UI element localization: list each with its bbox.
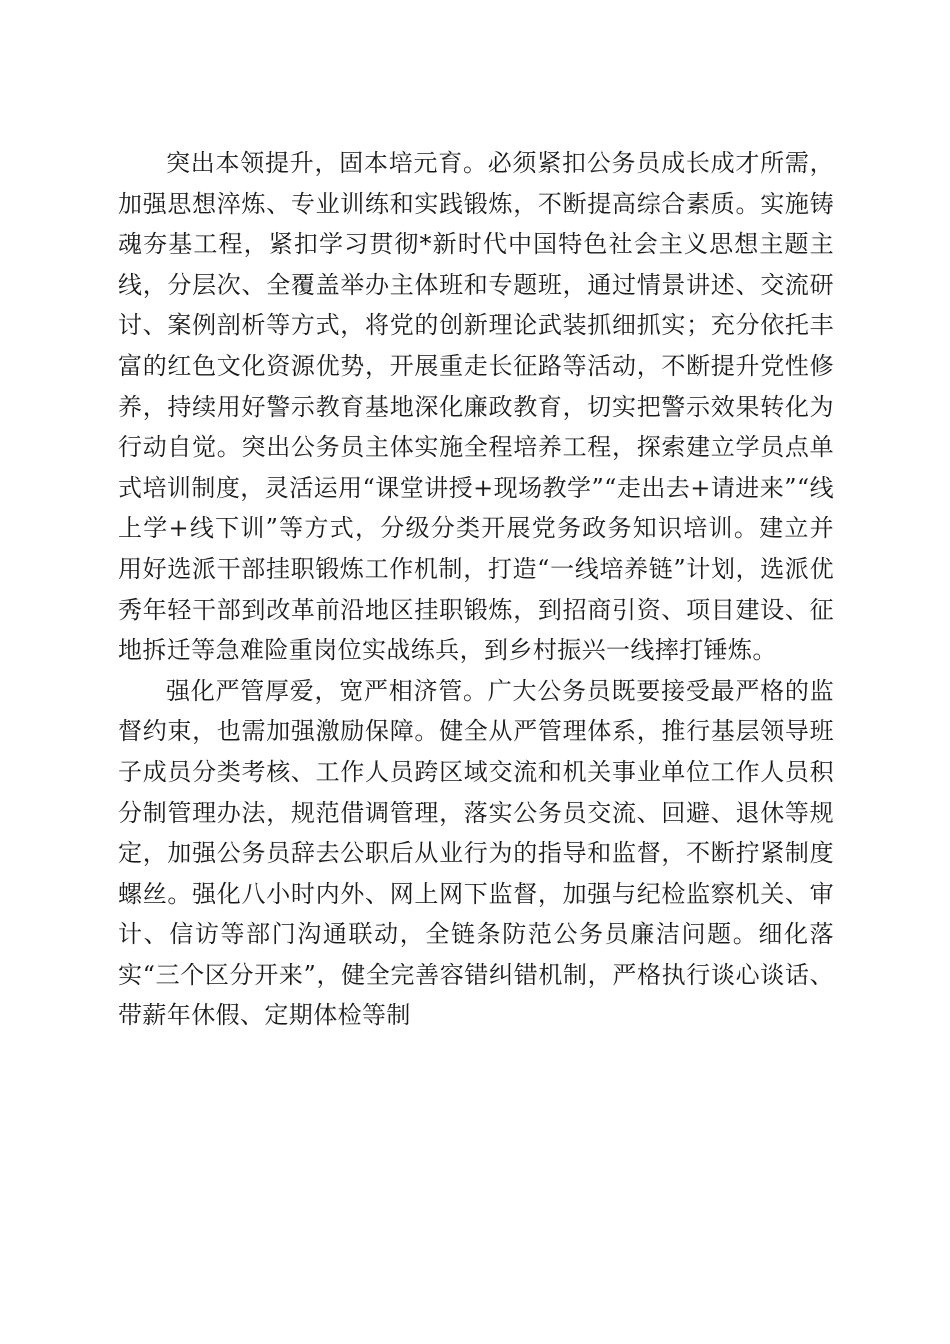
paragraph-strict-management: 强化严管厚爱，宽严相济管。广大公务员既要接受最严格的监督约束，也需加强激励保障。健全从严管理体系，推行基层领导班子成员分类考核、工作人员跨区域交流和机关事业单位工作人员积分制管理办法，规范借调管理，落实公务员交流、回避、退休等规定，加强公务员辞去公职后从业行为的指导和监督，不断拧紧制度螺丝。强化八小时内外、网上网下监督，加强与纪检监察机关、审计、信访等部门沟通联动，全链条防范公务员廉洁问题。细化落实“三个区分开来”，健全完善容错纠错机制，严格执行谈心谈话、带薪年休假、定期体检等制 xyxy=(118,676,834,1030)
paragraph-skill-improvement: 突出本领提升，固本培元育。必须紧扣公务员成长成才所需，加强思想淬炼、专业训练和实践锻炼，不断提高综合素质。实施铸魂夯基工程，紧扣学习贯彻*新时代中国特色社会主义思想主题主线，分层次、全覆盖举办主体班和专题班，通过情景讲述、交流研讨、案例剖析等方式，将党的创新理论武装抓细抓实；充分依托丰富的红色文化资源优势，开展重走长征路等活动，不断提升党性修养，持续用好警示教育基地深化廉政教育，切实把警示效果转化为行动自觉。突出公务员主体实施全程培养工程，探索建立学员点单式培训制度，灵活运用“课堂讲授+现场教学”“走出去+请进来”“线上学+线下训”等方式，分级分类开展党务政务知识培训。建立并用好选派干部挂职锻炼工作机制，打造“一线培养链”计划，选派优秀年轻干部到改革前沿地区挂职锻炼，到招商引资、项目建设、征地拆迁等急难险重岗位实战练兵，到乡村振兴一线摔打锤炼。 xyxy=(118,149,834,665)
document-body xyxy=(118,143,834,1036)
